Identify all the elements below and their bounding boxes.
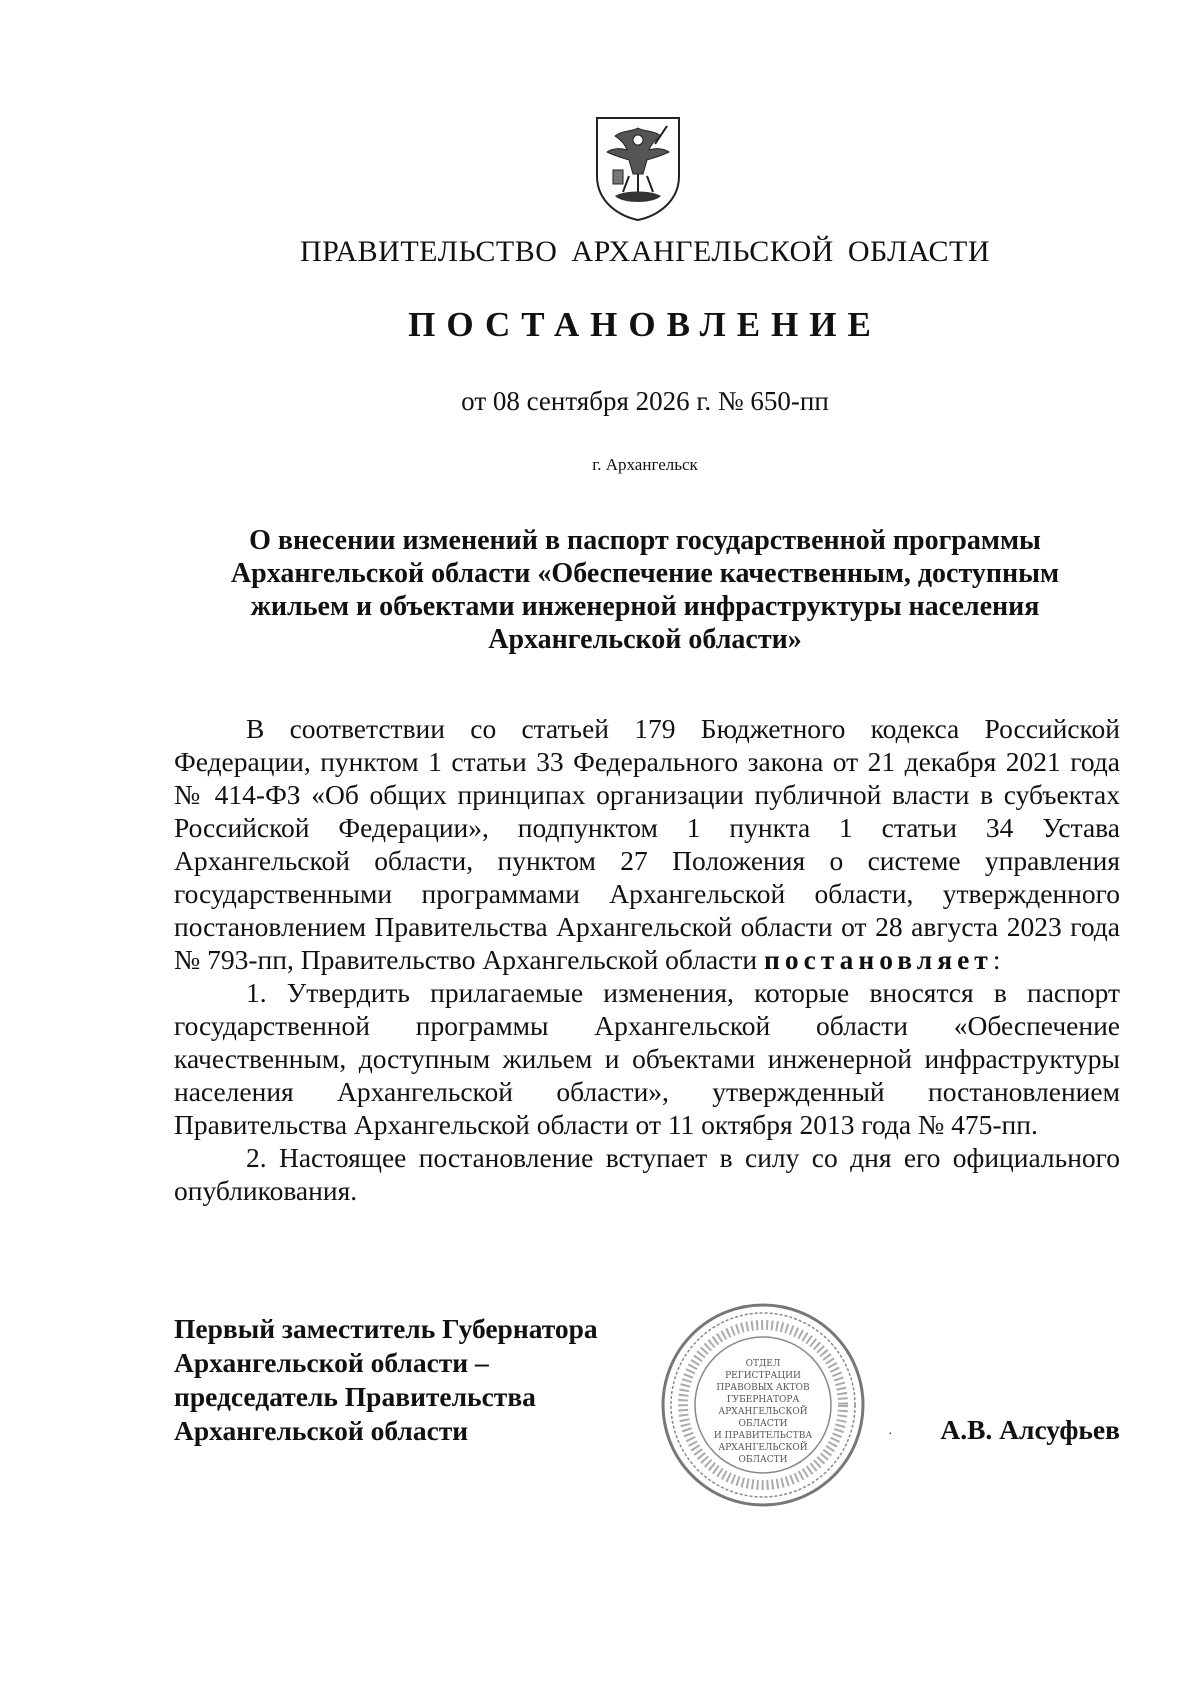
signatory-position-line: председатель Правительства bbox=[174, 1381, 536, 1412]
resolves-colon: : bbox=[992, 944, 1001, 975]
seal-line: АРХАНГЕЛЬСКОЙ bbox=[718, 1443, 808, 1453]
document-body bbox=[174, 712, 1120, 1207]
seal-line: ОБЛАСТИ bbox=[738, 1419, 788, 1429]
resolves-word: постановляет bbox=[763, 944, 993, 975]
document-city: г. Архангельск bbox=[592, 455, 698, 474]
item-1-paragraph: 1. Утвердить прилагаемые изменения, которые вносятся в паспорт государственной программы Архангельской области «Обеспечение качественным, доступным жильем и объектами инженерной инфраструктуры населения Архангельской области», утвержденный постановлением Правительства Архангельской области от 11 октября 2013 года № 475-пп. bbox=[174, 977, 1120, 1140]
signature-mark: · bbox=[888, 1427, 893, 1442]
official-seal-icon bbox=[658, 1300, 868, 1510]
seal-line: ПРАВОВЫХ АКТОВ bbox=[716, 1383, 810, 1393]
intro-paragraph bbox=[174, 712, 1120, 976]
document-date-number: от 08 сентября 2026 г. № 650-пп bbox=[461, 386, 829, 416]
seal-line: АРХАНГЕЛЬСКОЙ bbox=[718, 1407, 808, 1417]
signatory-position-line: Архангельской области – bbox=[174, 1347, 489, 1378]
coat-of-arms-icon bbox=[593, 114, 683, 222]
signatory-position-line: Первый заместитель Губернатора bbox=[174, 1313, 598, 1344]
signatory-position bbox=[174, 1312, 694, 1448]
signatory-position-line: Архангельской области bbox=[174, 1415, 469, 1446]
document-type-title: ПОСТАНОВЛЕНИЕ bbox=[408, 305, 882, 344]
seal-line: РЕГИСТРАЦИИ bbox=[725, 1371, 801, 1381]
seal-line: ОТДЕЛ bbox=[745, 1359, 781, 1369]
seal-line: ОБЛАСТИ bbox=[738, 1455, 788, 1465]
seal-line: ГУБЕРНАТОРА bbox=[726, 1395, 800, 1405]
government-title: ПРАВИТЕЛЬСТВО АРХАНГЕЛЬСКОЙ ОБЛАСТИ bbox=[299, 235, 991, 268]
intro-text: В соответствии со статьей 179 Бюджетного кодекса Российской Федерации, пунктом 1 статьи 33 Федерального закона от 21 декабря 2021 года № 414-ФЗ «Об общих принципах организации публичной власти в субъектах Российской Федерации», подпунктом 1 пункта 1 статьи 34 Устава Архангельской области, пунктом 27 Положения о системе управления государственными программами Архангельской области, утвержденного постановлением Правительства Архангельской области от 28 августа 2023 года № 793-пп, Правительство Архангельской области bbox=[174, 713, 1120, 975]
item-2-paragraph: 2. Настоящее постановление вступает в силу со дня его официального опубликования. bbox=[174, 1142, 1120, 1206]
signatory-name: А.В. Алсуфьев bbox=[940, 1414, 1120, 1445]
seal-line: И ПРАВИТЕЛЬСТВА bbox=[713, 1431, 813, 1441]
document-subject: О внесении изменений в паспорт государственной программы Архангельской области «Обеспечение качественным, доступным жильем и объектами инженерной инфраструктуры населения Архангельской области» bbox=[230, 525, 1060, 655]
